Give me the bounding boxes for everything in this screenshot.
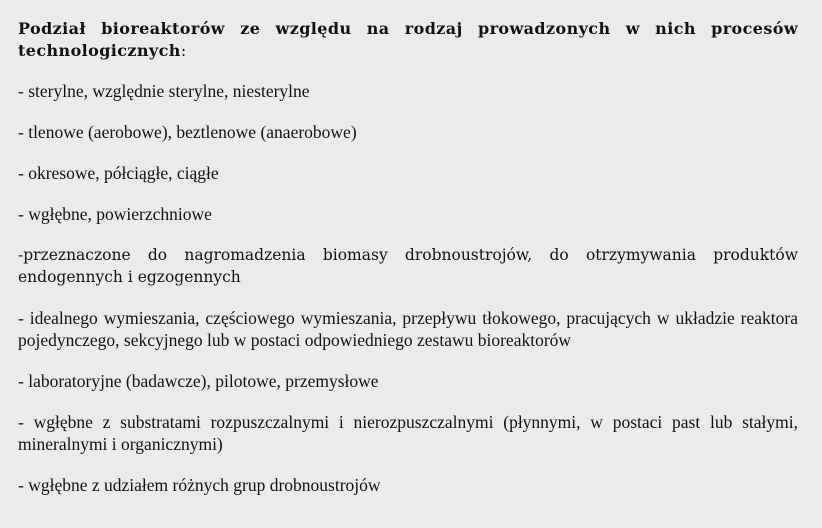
list-item: - wgłębne z substratami rozpuszczalnymi i nierozpuszczalnymi (płynnymi, w postaci past lub stałymi, mineralnymi i organicznymi) [18,412,798,454]
list-item: - laboratoryjne (badawcze), pilotowe, przemysłowe [18,371,379,391]
list-item: - wgłębne, powierzchniowe [18,204,212,224]
list-item: - sterylne, względnie sterylne, niesterylne [18,81,310,101]
list-item: -przeznaczone do nagromadzenia biomasy drobnoustrojów, do otrzymywania produktów endogennych i egzogennych [18,246,798,286]
list-item: - wgłębne z udziałem różnych grup drobnoustrojów [18,475,381,495]
heading-text: Podział bioreaktorów ze względu na rodzaj prowadzonych w nich procesów technologicznych [18,19,798,60]
list-item: - okresowe, półciągłe, ciągłe [18,163,219,183]
heading-colon: : [180,41,187,60]
list-item: - idealnego wymieszania, częściowego wymieszania, przepływu tłokowego, pracujących w układzie reaktora pojedynczego, sekcyjnego lub w postaci odpowiedniego zestawu bioreaktorów [18,308,798,350]
bioreactor-classification-list [18,80,798,496]
document-heading [18,18,798,62]
list-item: - tlenowe (aerobowe), beztlenowe (anaerobowe) [18,122,357,142]
